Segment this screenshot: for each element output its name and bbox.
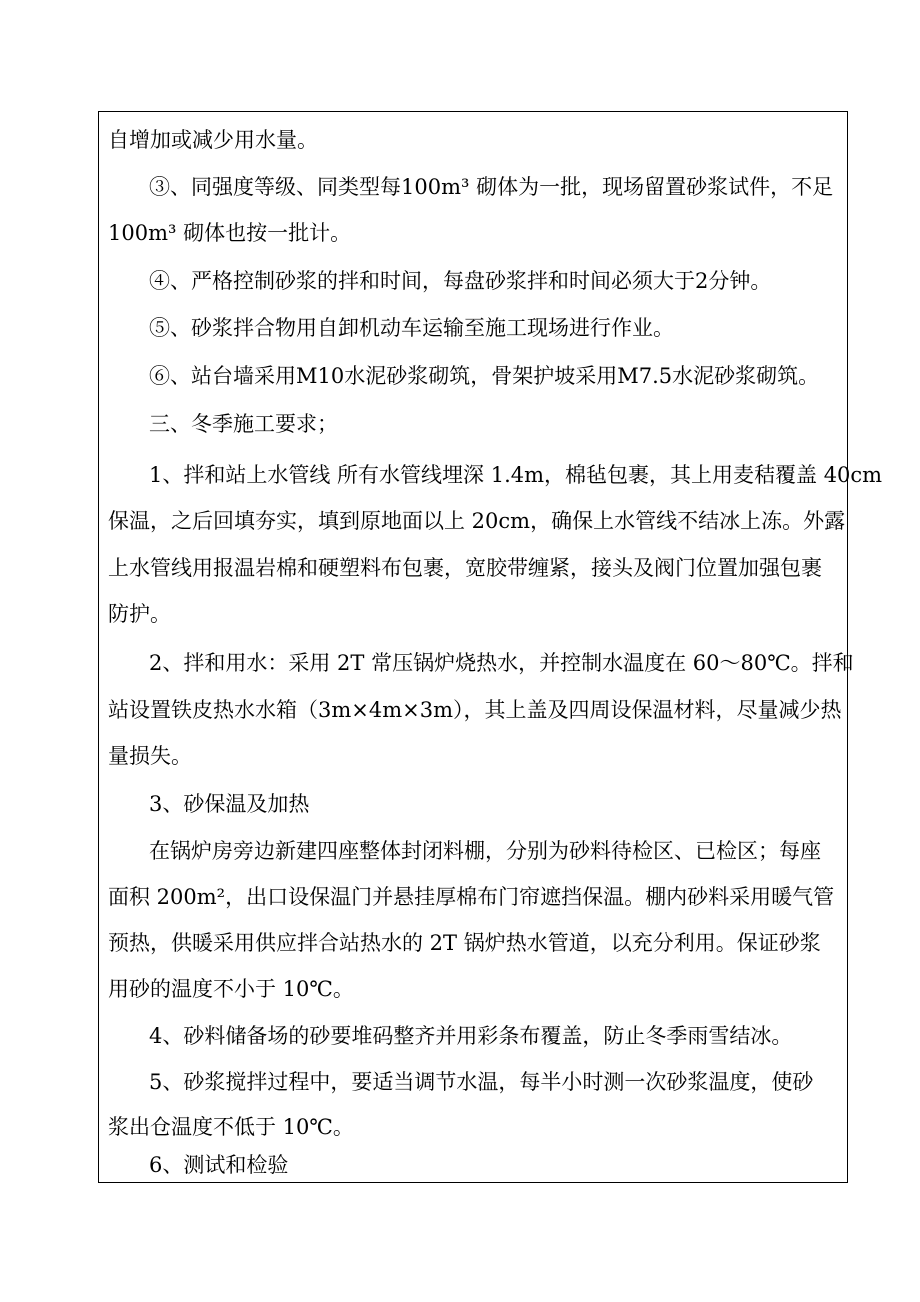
text-line: ③、同强度等级、同类型每100m³ 砌体为一批，现场留置砂浆试件，不足 [149,175,834,199]
text-line: 3、砂保温及加热 [149,792,310,816]
text-line: 上水管线用报温岩棉和硬塑料布包裹，宽胶带缠紧，接头及阀门位置加强包裹 [108,556,822,580]
text-line: 用砂的温度不小于 10℃。 [108,977,354,1001]
text-line: 量损失。 [108,744,192,768]
section-heading: 三、冬季施工要求； [149,412,338,436]
text-line: 100m³ 砌体也按一批计。 [108,221,352,245]
text-line: 自增加或减少用水量。 [108,128,318,152]
text-line: 站设置铁皮热水水箱（3m×4m×3m），其上盖及四周设保温材料，尽量减少热 [108,698,842,722]
text-line: 4、砂料储备场的砂要堆码整齐并用彩条布覆盖，防止冬季雨雪结冰。 [149,1024,793,1048]
text-line: ④、严格控制砂浆的拌和时间，每盘砂浆拌和时间必须大于2分钟。 [149,269,772,293]
text-line: 在锅炉房旁边新建四座整体封闭料棚，分别为砂料待检区、已检区；每座 [149,839,821,863]
text-line: 6、测试和检验 [149,1153,289,1177]
text-line: 面积 200m²，出口设保温门并悬挂厚棉布门帘遮挡保温。棚内砂料采用暖气管 [108,885,835,909]
text-line: 预热，供暖采用供应拌合站热水的 2T 锅炉热水管道，以充分利用。保证砂浆 [108,931,821,955]
text-line: 5、砂浆搅拌过程中，要适当调节水温，每半小时测一次砂浆温度，使砂 [149,1070,814,1094]
text-line: 2、拌和用水：采用 2T 常压锅炉烧热水，并控制水温度在 60～80℃。拌和 [149,651,854,675]
text-line: 保温，之后回填夯实，填到原地面以上 20cm，确保上水管线不结冰上冻。外露 [108,509,846,533]
text-line: 防护。 [108,602,171,626]
text-line: 浆出仓温度不低于 10℃。 [108,1115,354,1139]
content-frame [98,111,883,1183]
text-line: 1、拌和站上水管线 所有水管线埋深 1.4m，棉毡包裹，其上用麦秸覆盖 40cm [149,463,883,487]
text-line: ⑤、砂浆拌合物用自卸机动车运输至施工现场进行作业。 [149,316,674,340]
text-line: ⑥、站台墙采用M10水泥砂浆砌筑，骨架护坡采用M7.5水泥砂浆砌筑。 [149,364,820,388]
